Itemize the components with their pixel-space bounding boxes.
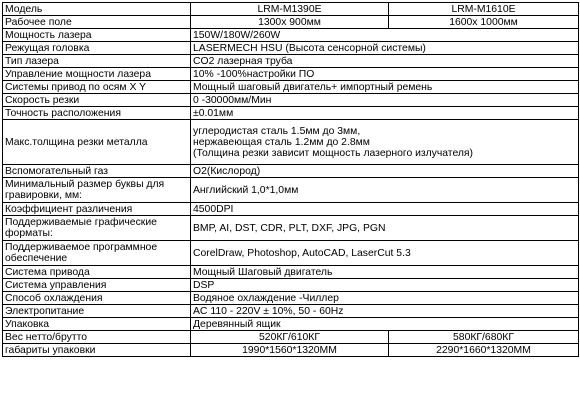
- package-size-value-1: 1990*1560*1320ММ: [191, 344, 389, 357]
- table-row: [3, 318, 579, 331]
- table-row: [3, 203, 579, 216]
- table-row: [3, 331, 579, 344]
- table-row: [3, 120, 579, 165]
- row-label: Вес нетто/брутто: [3, 331, 191, 344]
- table-row: [3, 55, 579, 68]
- table-row: [3, 29, 579, 42]
- row-value: LASERMECH HSU (Высота сенсорной системы): [191, 42, 579, 55]
- row-label: Мощность лазера: [3, 29, 191, 42]
- row-label: габариты упаковки: [3, 344, 191, 357]
- row-label: Вспомогательный газ: [3, 165, 191, 178]
- row-value: BMP, AI, DST, CDR, PLT, DXF, JPG, PGN: [191, 216, 579, 241]
- row-label: Коэффициент различения: [3, 203, 191, 216]
- row-value: AC 110 - 220V ± 10%, 50 - 60Hz: [191, 305, 579, 318]
- row-label: Режущая головка: [3, 42, 191, 55]
- row-value: DSP: [191, 279, 579, 292]
- row-value: CorelDraw, Photoshop, AutoCAD, LaserCut 5.3: [191, 241, 579, 266]
- table-row: [3, 216, 579, 241]
- table-row: [3, 94, 579, 107]
- row-value: ±0.01мм: [191, 107, 579, 120]
- row-label: Способ охлаждения: [3, 292, 191, 305]
- row-value: 150W/180W/260W: [191, 29, 579, 42]
- table-row: [3, 107, 579, 120]
- row-label: Управление мощности лазера: [3, 68, 191, 81]
- row-label: Система управления: [3, 279, 191, 292]
- row-label: Минимальный размер буквы для гравировки, мм:: [3, 178, 191, 203]
- weight-value-2: 580КГ/680КГ: [389, 331, 579, 344]
- row-label: Упаковка: [3, 318, 191, 331]
- row-value: Деревянный ящик: [191, 318, 579, 331]
- table-row: [3, 165, 579, 178]
- row-value: Водяное охлаждение -Чиллер: [191, 292, 579, 305]
- table-row: [3, 344, 579, 357]
- row-value: 10% -100%настройки ПО: [191, 68, 579, 81]
- row-value: 0 -30000мм/Мин: [191, 94, 579, 107]
- row-value: 4500DPI: [191, 203, 579, 216]
- cutting-thickness-line: нержавеющая сталь 1.2мм до 2.8мм: [193, 136, 370, 148]
- table-row: [3, 266, 579, 279]
- row-label: Макс.толщина резки металла: [3, 120, 191, 165]
- row-value: Английский 1,0*1,0мм: [191, 178, 579, 203]
- table-row: [3, 241, 579, 266]
- work-area-value-1: 1300x 900мм: [191, 16, 389, 29]
- weight-value-1: 520КГ/610КГ: [191, 331, 389, 344]
- row-value: Мощный Шаговый двигатель: [191, 266, 579, 279]
- row-label: Поддерживаемые графические форматы:: [3, 216, 191, 241]
- table-row: [3, 42, 579, 55]
- row-label: Системы привод по осям X Y: [3, 81, 191, 94]
- table-row: [3, 3, 579, 16]
- package-size-value-2: 2290*1660*1320ММ: [389, 344, 579, 357]
- row-label: Модель: [3, 3, 191, 16]
- table-row: [3, 16, 579, 29]
- cutting-thickness-line: (Толщина резки зависит мощность лазерного излучателя): [193, 147, 474, 159]
- table-row: [3, 81, 579, 94]
- cutting-thickness-line: углеродистая сталь 1.5мм до 3мм,: [193, 125, 361, 137]
- row-label: Рабочее поле: [3, 16, 191, 29]
- work-area-value-2: 1600x 1000мм: [389, 16, 579, 29]
- row-value: Мощный шаговый двигатель+ импортный ремень: [191, 81, 579, 94]
- row-value-multiline: [191, 120, 579, 165]
- spec-table: [2, 2, 579, 357]
- spec-sheet: [2, 2, 578, 357]
- row-label: Поддерживаемое программное обеспечение: [3, 241, 191, 266]
- row-label: Точность расположения: [3, 107, 191, 120]
- row-label: Тип лазера: [3, 55, 191, 68]
- table-row: [3, 292, 579, 305]
- table-row: [3, 305, 579, 318]
- row-label: Скорость резки: [3, 94, 191, 107]
- model-value-2: LRM-M1610E: [389, 3, 579, 16]
- table-row: [3, 279, 579, 292]
- row-value: CO2 лазерная труба: [191, 55, 579, 68]
- row-value: O2(Кислород): [191, 165, 579, 178]
- table-row: [3, 68, 579, 81]
- row-label: Электропитание: [3, 305, 191, 318]
- model-value-1: LRM-M1390E: [191, 3, 389, 16]
- table-row: [3, 178, 579, 203]
- row-label: Система привода: [3, 266, 191, 279]
